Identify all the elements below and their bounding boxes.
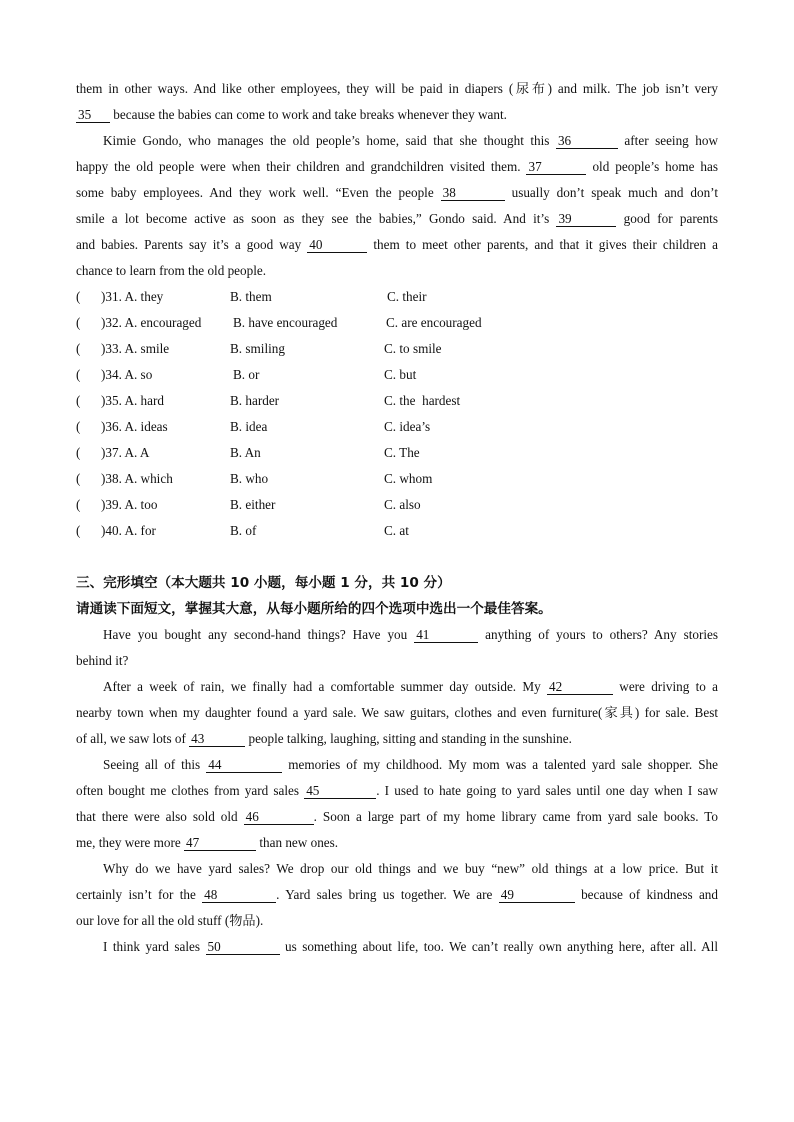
text: some baby employees. And they work well. “Even the people	[76, 185, 441, 200]
text: than new ones.	[256, 835, 339, 850]
passage-line	[76, 206, 718, 232]
text: often bought me clothes from yard sales	[76, 783, 305, 798]
option-a: )34. A. so	[101, 367, 153, 382]
text: were driving to a	[613, 679, 718, 694]
passage-line	[103, 752, 718, 778]
passage-line	[76, 102, 718, 128]
blank-35[interactable]: 35	[76, 108, 110, 123]
option-a: )36. A. ideas	[101, 419, 168, 434]
text: chance to learn from the old people.	[76, 263, 267, 278]
answer-paren[interactable]: (	[76, 497, 81, 512]
blank-39[interactable]: 39	[556, 212, 616, 227]
answer-paren[interactable]: (	[76, 289, 81, 304]
text: usually don’t speak much and don’t	[504, 185, 719, 200]
text: memories of my childhood. My mom was a talented yard sale shopper. She	[282, 757, 718, 772]
passage-line	[76, 882, 718, 908]
option-b: B. An	[230, 445, 261, 460]
passage-line	[76, 830, 718, 856]
passage-line	[76, 76, 718, 102]
blank-38[interactable]: 38	[441, 186, 505, 201]
passage-line	[76, 180, 718, 206]
text: certainly isn’t for the	[76, 887, 203, 902]
option-b: B. them	[230, 289, 272, 304]
text: that there were also sold old	[76, 809, 244, 824]
option-c: C. at	[384, 523, 409, 538]
blank-49[interactable]: 49	[499, 888, 575, 903]
blank-46[interactable]: 46	[244, 810, 314, 825]
section-heading: 三、完形填空（本大题共 10 小题，每小题 1 分，共 10 分）	[76, 575, 451, 591]
text: because the babies can come to work and take breaks whenever they want.	[110, 107, 507, 122]
blank-45[interactable]: 45	[304, 784, 376, 799]
option-b: B. idea	[230, 419, 268, 434]
text: behind it?	[76, 653, 129, 668]
option-b: B. either	[230, 497, 276, 512]
blank-50[interactable]: 50	[206, 940, 280, 955]
text: happy the old people were when their children and grandchildren visited them.	[76, 159, 527, 174]
option-c: C. idea’s	[384, 419, 431, 434]
option-a: )35. A. hard	[101, 393, 164, 408]
option-a: )40. A. for	[101, 523, 156, 538]
passage-line	[103, 128, 718, 154]
text: because of kindness and	[574, 887, 718, 902]
passage-line	[103, 856, 718, 882]
option-b: B. have encouraged	[233, 315, 338, 330]
passage-line	[76, 804, 718, 830]
text: anything of yours to others? Any stories	[478, 627, 718, 642]
option-c: C. the hardest	[384, 393, 461, 408]
answer-paren[interactable]: (	[76, 393, 81, 408]
option-b: B. of	[230, 523, 257, 538]
option-a: )33. A. smile	[101, 341, 170, 356]
option-c: C. whom	[384, 471, 433, 486]
text: smile a lot become active as soon as they see the babies,” Gondo said. And it’s	[76, 211, 557, 226]
passage-line	[76, 648, 718, 674]
blank-47[interactable]: 47	[184, 836, 256, 851]
passage-line	[76, 258, 718, 284]
option-c: C. to smile	[384, 341, 442, 356]
passage-line	[103, 622, 718, 648]
answer-paren[interactable]: (	[76, 523, 81, 538]
option-a: )31. A. they	[101, 289, 164, 304]
passage-line	[103, 674, 718, 700]
answer-paren[interactable]: (	[76, 367, 81, 382]
section-instruction: 请通读下面短文，掌握其大意，从每小题所给的四个选项中选出一个最佳答案。	[76, 601, 552, 617]
text: . Yard sales bring us together. We are	[276, 887, 499, 902]
text: after seeing how	[617, 133, 718, 148]
text: and babies. Parents say it’s a good way	[76, 237, 308, 252]
text: I think yard sales	[103, 939, 206, 954]
text: . Soon a large part of my home library came from yard sale books. To	[313, 809, 718, 824]
passage-line	[76, 154, 718, 180]
blank-44[interactable]: 44	[206, 758, 282, 773]
text: our love for all the old stuff (物品).	[76, 913, 264, 928]
passage-line	[76, 778, 718, 804]
option-b: B. harder	[230, 393, 280, 408]
option-a: )39. A. too	[101, 497, 158, 512]
text: us something about life, too. We can’t really own anything here, after all. All	[279, 939, 718, 954]
option-a: )38. A. which	[101, 471, 173, 486]
text: Kimie Gondo, who manages the old people’s home, said that she thought this	[103, 133, 556, 148]
text: them in other ways. And like other employees, they will be paid in diapers (尿布) and milk. The job isn’t very	[76, 81, 718, 96]
option-c: C. are encouraged	[386, 315, 482, 330]
passage-line	[76, 908, 718, 934]
blank-40[interactable]: 40	[307, 238, 367, 253]
blank-36[interactable]: 36	[556, 134, 618, 149]
passage-line	[103, 934, 718, 960]
answer-paren[interactable]: (	[76, 471, 81, 486]
text: me, they were more	[76, 835, 185, 850]
blank-48[interactable]: 48	[202, 888, 276, 903]
blank-43[interactable]: 43	[189, 732, 245, 747]
text: . I used to hate going to yard sales until one day when I saw	[376, 783, 718, 798]
answer-paren[interactable]: (	[76, 419, 81, 434]
option-c: C. The	[384, 445, 420, 460]
text: of all, we saw lots of	[76, 731, 190, 746]
option-b: B. smiling	[230, 341, 285, 356]
passage-line	[76, 232, 718, 258]
option-b: B. who	[230, 471, 269, 486]
option-c: C. but	[384, 367, 417, 382]
text: good for parents	[616, 211, 718, 226]
text: people talking, laughing, sitting and standing in the sunshine.	[245, 731, 572, 746]
passage-line	[76, 700, 718, 726]
text: Seeing all of this	[103, 757, 207, 772]
blank-42[interactable]: 42	[547, 680, 613, 695]
option-a: )37. A. A	[101, 445, 150, 460]
option-c: C. their	[387, 289, 427, 304]
text: After a week of rain, we finally had a comfortable summer day outside. My	[103, 679, 547, 694]
blank-41[interactable]: 41	[414, 628, 478, 643]
option-a: )32. A. encouraged	[101, 315, 202, 330]
text: Have you bought any second-hand things? Have you	[103, 627, 415, 642]
answer-paren[interactable]: (	[76, 315, 81, 330]
text: Why do we have yard sales? We drop our old things and we buy “new” old things at a low price. But it	[103, 861, 718, 876]
answer-paren[interactable]: (	[76, 445, 81, 460]
text: old people’s home has	[586, 159, 718, 174]
blank-37[interactable]: 37	[526, 160, 586, 175]
text: them to meet other parents, and that it gives their children a	[367, 237, 718, 252]
answer-paren[interactable]: (	[76, 341, 81, 356]
option-b: B. or	[233, 367, 260, 382]
passage-line	[76, 726, 718, 752]
text: nearby town when my daughter found a yard sale. We saw guitars, clothes and even furniture(家具) for sale. Best	[76, 705, 718, 720]
option-c: C. also	[384, 497, 421, 512]
